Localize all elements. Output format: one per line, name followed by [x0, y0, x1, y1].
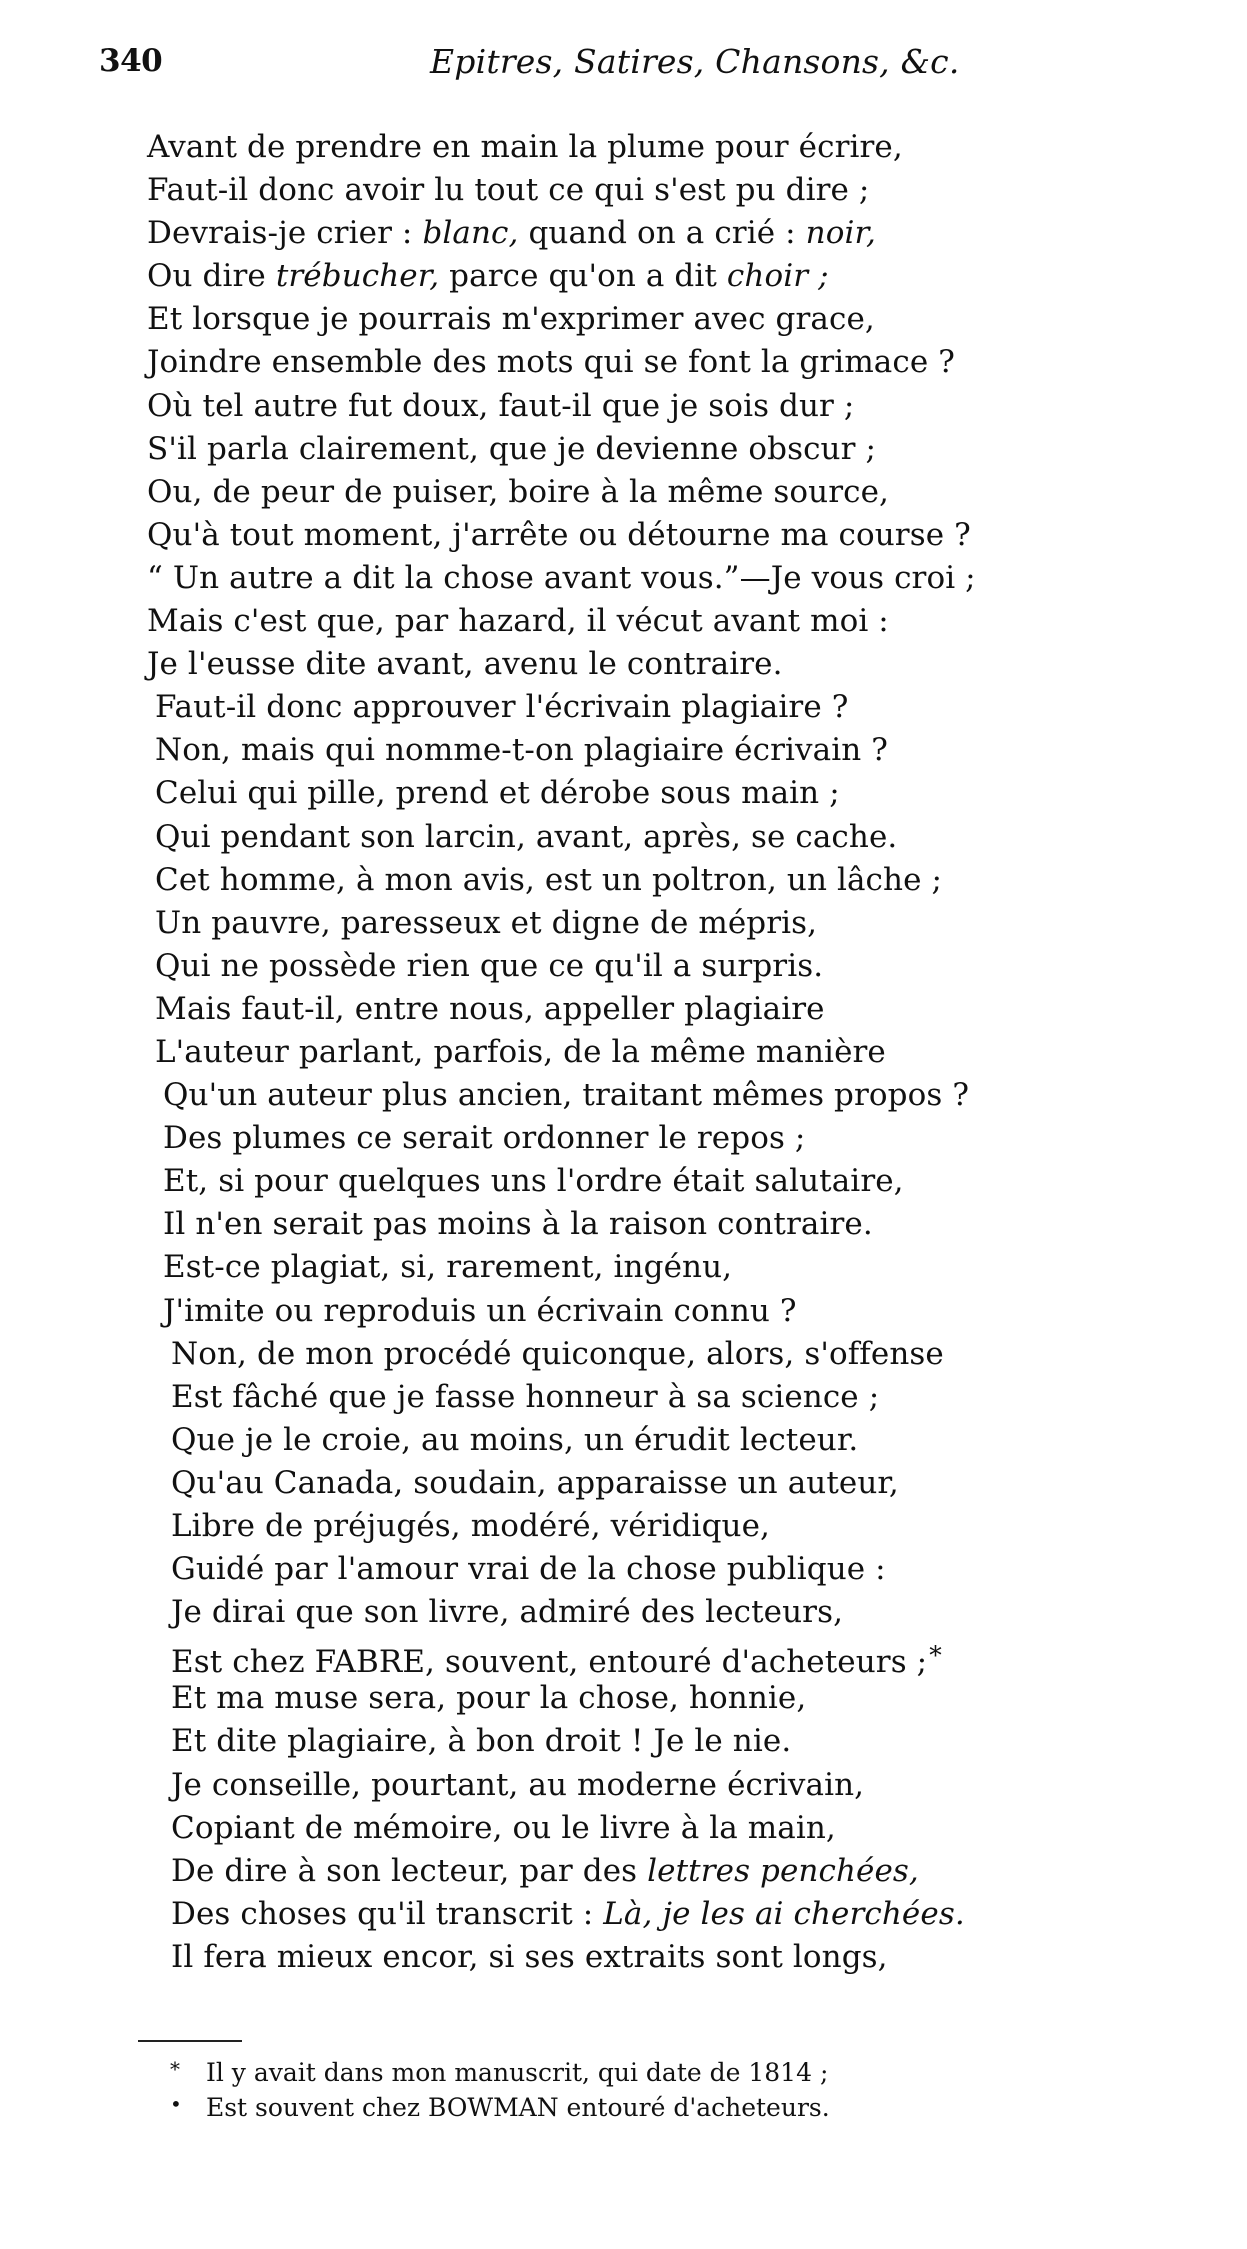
poem-line: L'auteur parlant, parfois, de la même manière [155, 1033, 886, 1070]
poem-line: Non, mais qui nomme-t-on plagiaire écrivain ? [155, 732, 888, 769]
footnote-marker: * [929, 1641, 942, 1671]
footnotes [170, 2052, 1070, 2122]
poem-line: J'imite ou reproduis un écrivain connu ? [163, 1292, 797, 1329]
poem-line: Et dite plagiaire, à bon droit ! Je le nie. [171, 1723, 792, 1760]
poem-line: Est-ce plagiat, si, rarement, ingénu, [163, 1249, 733, 1286]
poem-line: Un pauvre, paresseux et digne de mépris, [155, 904, 818, 941]
page-number: 340 [99, 43, 163, 79]
poem-line: Joindre ensemble des mots qui se font la grimace ? [147, 344, 955, 381]
poem-line: Des plumes ce serait ordonner le repos ; [163, 1120, 806, 1157]
poem-line: Il n'en serait pas moins à la raison contraire. [163, 1206, 873, 1243]
footnote-marker: • [170, 2092, 182, 2116]
poem-line: Mais c'est que, par hazard, il vécut avant moi : [147, 603, 889, 640]
poem-line: Cet homme, à mon avis, est un poltron, un lâche ; [155, 861, 943, 898]
poem-line: Est fâché que je fasse honneur à sa science ; [171, 1378, 880, 1415]
poem-line: Et, si pour quelques uns l'ordre était salutaire, [163, 1163, 904, 1200]
poem-line: Libre de préjugés, modéré, véridique, [171, 1508, 770, 1544]
poem-line: Faut-il donc approuver l'écrivain plagiaire ? [155, 689, 849, 726]
poem-line: Devrais-je crier : blanc, quand on a crié : noir, [147, 215, 876, 252]
footnote [170, 2087, 1070, 2122]
poem-line: Ou, de peur de puiser, boire à la même source, [147, 473, 889, 510]
poem-line: Qui pendant son larcin, avant, après, se cache. [155, 818, 898, 855]
poem-text [147, 126, 1147, 1979]
poem-line: Celui qui pille, prend et dérobe sous main ; [155, 775, 840, 812]
footnote [170, 2052, 1070, 2087]
footnote-text: Est souvent chez BOWMAN entouré d'acheteurs. [205, 2093, 830, 2122]
poem-line: Avant de prendre en main la plume pour écrire, [147, 129, 903, 165]
running-head: Epitres, Satires, Chansons, &c. [430, 42, 960, 81]
poem-line: Qu'à tout moment, j'arrête ou détourne ma course ? [147, 516, 971, 553]
poem-line: “ Un autre a dit la chose avant vous.”—Je vous croi ; [147, 559, 976, 596]
poem-line: Mais faut-il, entre nous, appeller plagiaire [155, 990, 825, 1027]
poem-line: Guidé par l'amour vrai de la chose publique : [171, 1551, 886, 1588]
poem-line: S'il parla clairement, que je devienne obscur ; [147, 430, 877, 467]
footnote-text: Il y avait dans mon manuscrit, qui date de 1814 ; [205, 2058, 829, 2087]
poem-line: Je conseille, pourtant, au moderne écrivain, [171, 1766, 865, 1803]
poem-line: Qu'un auteur plus ancien, traitant mêmes propos ? [163, 1077, 970, 1114]
poem-line: Je dirai que son livre, admiré des lecteurs, [171, 1594, 844, 1631]
poem-line: Des choses qu'il transcrit : Là, je les ai cherchées. [171, 1895, 965, 1932]
poem-line: Je l'eusse dite avant, avenu le contraire. [147, 646, 783, 683]
poem-line: Où tel autre fut doux, faut-il que je sois dur ; [147, 387, 855, 424]
poem-line: Et lorsque je pourrais m'exprimer avec grace, [147, 301, 875, 338]
poem-line: De dire à son lecteur, par des lettres penchées, [171, 1852, 919, 1889]
poem-line: Qu'au Canada, soudain, apparaisse un auteur, [171, 1464, 899, 1501]
footnote-divider [138, 2040, 242, 2042]
poem-line: Faut-il donc avoir lu tout ce qui s'est pu dire ; [147, 172, 870, 209]
poem-line: Et ma muse sera, pour la chose, honnie, [171, 1680, 807, 1717]
poem-line: Est chez FABRE, souvent, entouré d'acheteurs ;* [171, 1641, 942, 1681]
poem-line: Ou dire trébucher, parce qu'on a dit choir ; [147, 258, 829, 295]
poem-line: Copiant de mémoire, ou le livre à la main, [171, 1809, 836, 1846]
footnote-marker: * [170, 2057, 180, 2081]
poem-line: Il fera mieux encor, si ses extraits sont longs, [171, 1938, 888, 1975]
poem-line: Non, de mon procédé quiconque, alors, s'offense [171, 1335, 944, 1372]
poem-line: Qui ne possède rien que ce qu'il a surpris. [155, 947, 824, 984]
poem-line: Que je le croie, au moins, un érudit lecteur. [171, 1421, 859, 1458]
